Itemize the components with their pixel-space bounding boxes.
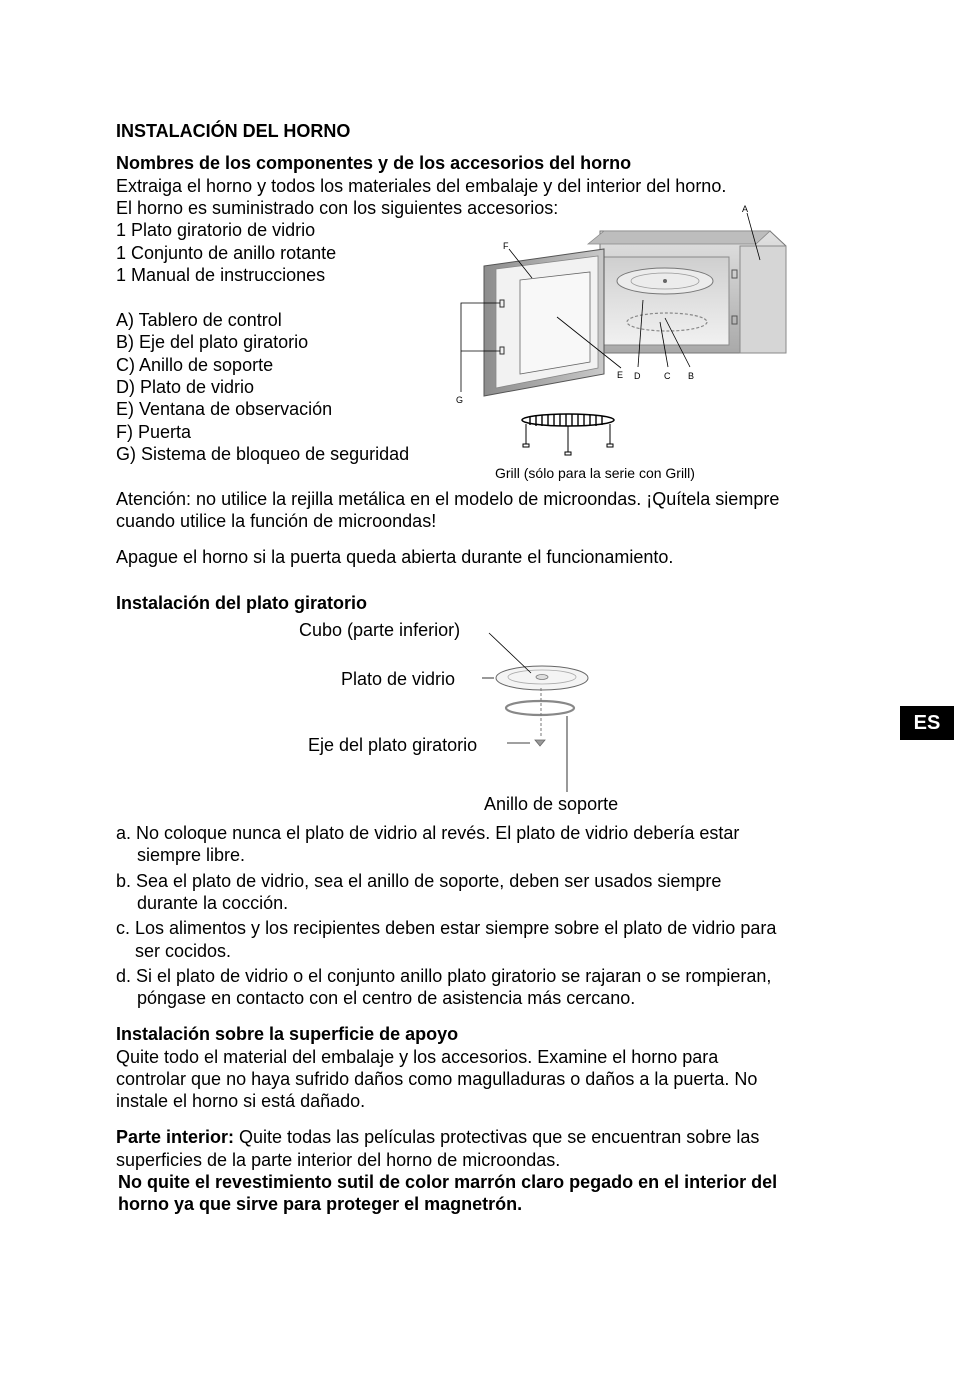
interior-label: Parte interior: <box>116 1127 235 1147</box>
turntable-item-cont: siempre libre. <box>137 845 246 865</box>
surface-heading: Instalación sobre la superficie de apoyo <box>116 1024 459 1044</box>
section-title: INSTALACIÓN DEL HORNO <box>116 121 351 141</box>
part-item: E) Ventana de observación <box>116 399 333 419</box>
part-item: G) Sistema de bloqueo de seguridad <box>116 444 410 464</box>
turntable-label-glass: Plato de vidrio <box>341 669 456 689</box>
turntable-label-hub: Cubo (parte inferior) <box>299 620 461 640</box>
oven-label-g: G <box>456 395 464 405</box>
interior-text: Quite todas las películas protectivas que se encuentran sobre las <box>234 1127 760 1147</box>
turntable-item: c. Los alimentos y los recipientes deben estar siempre sobre el plato de vidrio para <box>116 918 777 938</box>
turntable-item-cont: póngase en contacto con el centro de asistencia más cercano. <box>137 988 636 1008</box>
attention-line: cuando utilice la función de microondas! <box>116 511 437 531</box>
turntable-label-ring: Anillo de soporte <box>484 794 619 814</box>
components-intro-line: Extraiga el horno y todos los materiales del embalaje y del interior del horno. <box>116 176 727 196</box>
turntable-item-cont: durante la cocción. <box>137 893 289 913</box>
part-item: F) Puerta <box>116 422 192 442</box>
turntable-label-shaft: Eje del plato giratorio <box>308 735 478 755</box>
grill-caption: Grill (sólo para la serie con Grill) <box>495 465 695 481</box>
oven-label-d: D <box>634 371 641 381</box>
surface-line: controlar que no haya sufrido daños como magulladuras o daños a la puerta. No <box>116 1069 758 1089</box>
interior-warning: horno ya que sirve para proteger el magnetrón. <box>118 1194 523 1214</box>
interior-line: superficies de la parte interior del horno de microondas. <box>116 1150 561 1170</box>
turntable-item-cont: ser cocidos. <box>135 941 232 961</box>
part-item: B) Eje del plato giratorio <box>116 332 309 352</box>
components-heading: Nombres de los componentes y de los accesorios del horno <box>116 153 632 173</box>
oven-label-c: C <box>664 371 671 381</box>
door-note: Apague el horno si la puerta queda abierta durante el funcionamiento. <box>116 547 674 567</box>
part-item: D) Plato de vidrio <box>116 377 255 397</box>
turntable-item: a. No coloque nunca el plato de vidrio al revés. El plato de vidrio debería estar <box>116 823 740 843</box>
oven-label-f: F <box>503 241 509 251</box>
turntable-heading: Instalación del plato giratorio <box>116 593 368 613</box>
turntable-item: d. Si el plato de vidrio o el conjunto anillo plato giratorio se rajaran o se rompieran, <box>116 966 772 986</box>
accessory-item: 1 Plato giratorio de vidrio <box>116 220 316 240</box>
turntable-item: b. Sea el plato de vidrio, sea el anillo de soporte, deben ser usados siempre <box>116 871 722 891</box>
part-item: C) Anillo de soporte <box>116 355 274 375</box>
components-intro-line: El horno es suministrado con los siguientes accesorios: <box>116 198 559 218</box>
oven-label-e: E <box>617 370 624 380</box>
accessory-item: 1 Conjunto de anillo rotante <box>116 243 337 263</box>
oven-label-a: A <box>742 204 749 214</box>
surface-line: Quite todo el material del embalaje y los accesorios. Examine el horno para <box>116 1047 719 1067</box>
language-tab: ES <box>900 706 954 740</box>
part-item: A) Tablero de control <box>116 310 282 330</box>
accessory-item: 1 Manual de instrucciones <box>116 265 326 285</box>
interior-warning: No quite el revestimiento sutil de color marrón claro pegado en el interior del <box>118 1172 778 1192</box>
oven-label-b: B <box>688 371 695 381</box>
attention-line: Atención: no utilice la rejilla metálica en el modelo de microondas. ¡Quítela siempre <box>116 489 780 509</box>
interior-line <box>116 1126 759 1148</box>
surface-line: instale el horno si está dañado. <box>116 1091 366 1111</box>
